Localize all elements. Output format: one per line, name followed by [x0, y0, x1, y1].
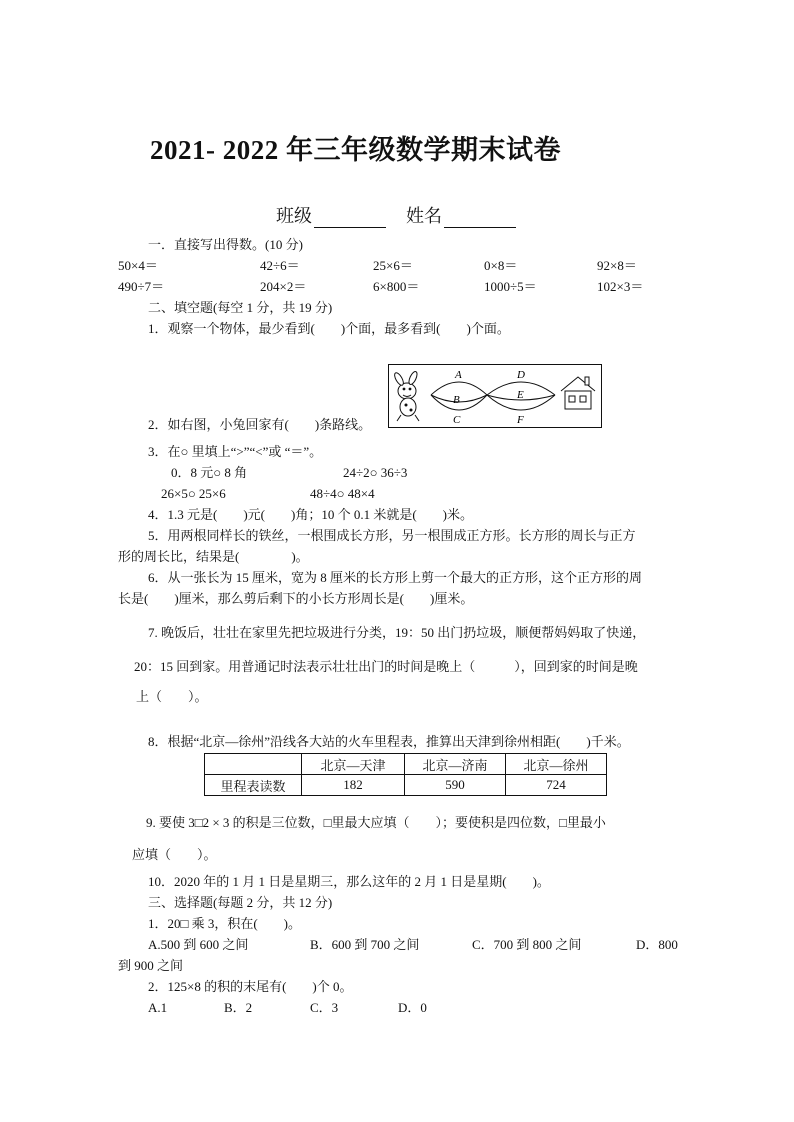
table-cell: 182 — [302, 775, 405, 796]
option-a: A.500 到 600 之间 — [148, 937, 249, 952]
table-header-row — [205, 754, 607, 775]
section3-heading: 三、选择题(每题 2 分，共 12 分) — [148, 895, 333, 910]
calc-item: 50×4＝ — [118, 258, 158, 273]
table-header-cell: 北京—天津 — [302, 754, 405, 775]
section2-heading: 二、填空题(每空 1 分，共 19 分) — [148, 300, 333, 315]
route-label-e: E — [517, 389, 524, 401]
question-2-3: 3．在○ 里填上“>”“<”或 “＝”。 — [148, 444, 323, 459]
route-label-b: B — [453, 394, 460, 406]
question-2-7: 7. 晚饭后，壮壮在家里先把垃圾进行分类，19：50 出门扔垃圾，顺便帮妈妈取了快递， — [148, 625, 646, 640]
name-label: 姓名 — [406, 206, 442, 226]
calc-item: 6×800＝ — [373, 279, 420, 294]
calc-item: 490÷7＝ — [118, 279, 165, 294]
class-label: 班级 — [276, 206, 312, 226]
route-figure — [388, 364, 602, 428]
option-c: C．700 到 800 之间 — [472, 937, 582, 952]
compare-item: 24÷2○ 36÷3 — [343, 465, 408, 480]
compare-item: 48÷4○ 48×4 — [310, 486, 375, 501]
question-2-5: 5．用两根同样长的铁丝，一根围成长方形，另一根围成正方形。长方形的周长与正方 — [148, 528, 636, 543]
option-b: B．2 — [224, 1000, 253, 1015]
question-2-6: 6．从一张长为 15 厘米，宽为 8 厘米的长方形上剪一个最大的正方形，这个正方形的周 — [148, 570, 643, 585]
option-d-cont: 到 900 之间 — [118, 958, 184, 973]
question-2-2: 2．如右图，小兔回家有( )条路线。 — [148, 417, 372, 432]
table-header-cell: 北京—济南 — [405, 754, 506, 775]
table-cell: 里程表读数 — [205, 775, 302, 796]
table-header-cell — [205, 754, 302, 775]
route-label-f: F — [517, 414, 524, 426]
question-2-4: 4．1.3 元是( )元( )角；10 个 0.1 米就是( )米。 — [148, 507, 473, 522]
name-field[interactable] — [406, 202, 516, 228]
question-2-5-cont: 形的周长比，结果是( )。 — [118, 549, 309, 564]
route-label-d: D — [517, 369, 525, 381]
table-row — [205, 775, 607, 796]
option-b: B．600 到 700 之间 — [310, 937, 420, 952]
question-2-9-cont: 应填（ ）。 — [132, 847, 217, 862]
question-2-7-cont: 20：15 回到家。用普通记时法表示壮壮出门的时间是晚上（ ），回到家的时间是晚 — [134, 659, 638, 674]
question-2-7-cont2: 上（ ）。 — [136, 689, 208, 704]
table-header-cell: 北京—徐州 — [506, 754, 607, 775]
section1-heading: 一．直接写出得数。(10 分) — [148, 237, 303, 252]
question-2-8: 8．根据“北京—徐州”沿线各大站的火车里程表，推算出天津到徐州相距( )千米。 — [148, 734, 630, 749]
table-cell: 724 — [506, 775, 607, 796]
table-cell: 590 — [405, 775, 506, 796]
class-field[interactable] — [276, 202, 386, 228]
route-label-a: A — [455, 369, 462, 381]
question-2-10: 10．2020 年的 1 月 1 日是星期三，那么这年的 2 月 1 日是星期( )。 — [148, 874, 550, 889]
calc-item: 25×6＝ — [373, 258, 413, 273]
mileage-table — [204, 753, 607, 796]
house-icon — [561, 377, 595, 409]
question-2-9: 9. 要使 3□2 × 3 的积是三位数，□里最大应填（ ）；要使积是四位数，□里最小 — [146, 815, 606, 830]
name-blank[interactable] — [444, 211, 516, 228]
option-d: D．800 — [636, 937, 678, 952]
option-d: D．0 — [398, 1000, 427, 1015]
question-2-1: 1．观察一个物体，最少看到( )个面，最多看到( )个面。 — [148, 321, 510, 336]
class-blank[interactable] — [314, 211, 386, 228]
question-3-2: 2．125×8 的积的末尾有( )个 0。 — [148, 979, 353, 994]
route-diagram — [389, 365, 601, 427]
calc-item: 42÷6＝ — [260, 258, 300, 273]
question-3-1: 1．20□ 乘 3，积在( )。 — [148, 916, 302, 931]
calc-item: 0×8＝ — [484, 258, 518, 273]
rabbit-icon — [393, 370, 419, 421]
option-c: C．3 — [310, 1000, 339, 1015]
calc-item: 1000÷5＝ — [484, 279, 537, 294]
calc-item: 92×8＝ — [597, 258, 637, 273]
calc-item: 102×3＝ — [597, 279, 644, 294]
route-label-c: C — [453, 414, 461, 426]
option-a: A.1 — [148, 1000, 168, 1015]
page-title: 2021- 2022 年三年级数学期末试卷 — [150, 135, 561, 165]
question-2-6-cont: 长是( )厘米，那么剪后剩下的小长方形周长是( )厘米。 — [118, 591, 474, 606]
compare-item: 0．8 元○ 8 角 — [171, 465, 248, 480]
compare-item: 26×5○ 25×6 — [161, 486, 226, 501]
calc-item: 204×2＝ — [260, 279, 307, 294]
